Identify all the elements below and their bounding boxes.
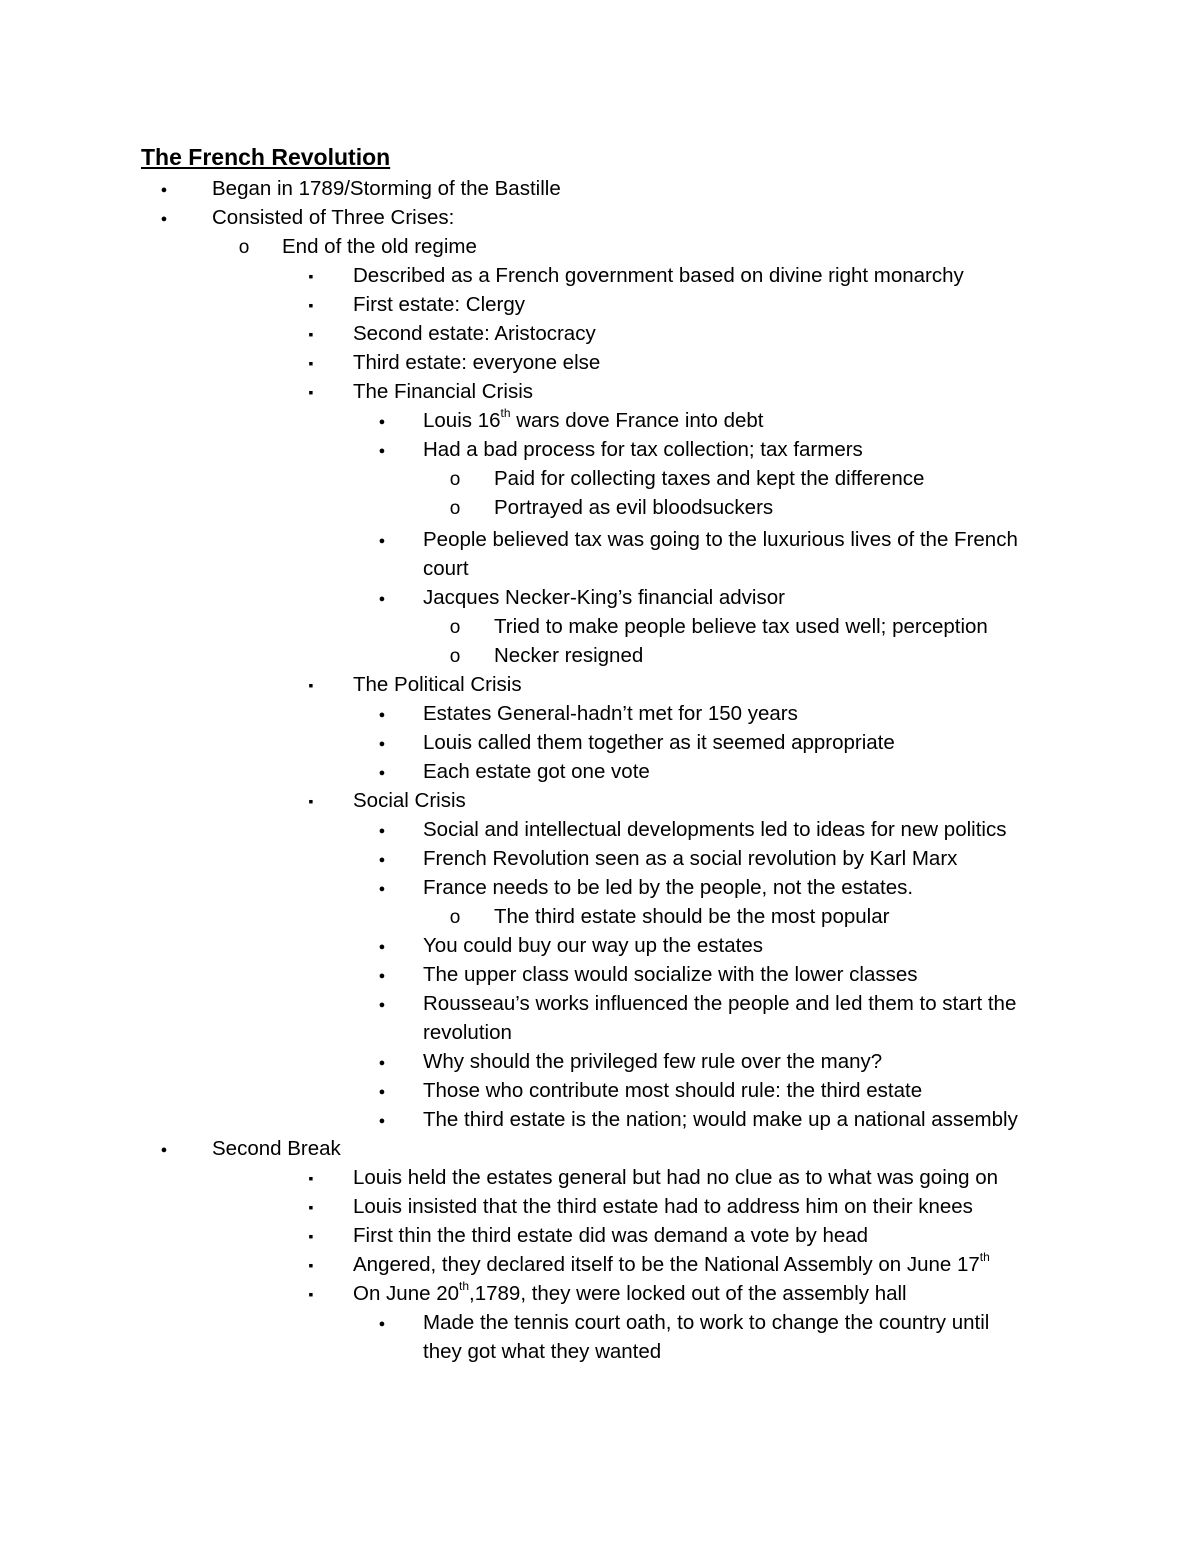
outline-item-text: Angered, they declared itself to be the National Assembly on June 17th [353, 1250, 990, 1276]
outline-item [0, 525, 1200, 554]
outline-item-text: Estates General-hadn’t met for 150 years [423, 702, 798, 725]
outline-item [0, 1105, 1200, 1134]
outline-item-text: Second Break [212, 1137, 341, 1160]
square-bullet-icon [299, 319, 323, 350]
outline-item [0, 873, 1200, 902]
outline-item [0, 406, 1200, 435]
outline-item-text: Necker resigned [494, 644, 644, 667]
outline-item [0, 815, 1200, 844]
outline-item [0, 1076, 1200, 1105]
outline-item-text: End of the old regime [282, 235, 477, 258]
square-bullet-icon [299, 377, 323, 408]
outline-item-text: they got what they wanted [423, 1340, 662, 1363]
outline-item [0, 464, 1200, 493]
outline-item-text: Social and intellectual developments led to ideas for new politics [423, 818, 1007, 841]
outline-item [0, 786, 1200, 815]
outline-item-text: Began in 1789/Storming of the Bastille [212, 177, 561, 200]
outline-item [0, 989, 1200, 1018]
outline-item-text: Louis held the estates general but had no clue as to what was going on [353, 1166, 999, 1189]
outline-item [0, 844, 1200, 873]
outline-item [0, 960, 1200, 989]
outline-item [0, 612, 1200, 641]
outline-item [0, 377, 1200, 406]
outline-item [0, 261, 1200, 290]
superscript: th [459, 1279, 470, 1294]
outline-item-text: Made the tennis court oath, to work to change the country until [423, 1311, 990, 1334]
outline-item-text: You could buy our way up the estates [423, 934, 764, 957]
circle-bullet-icon [443, 641, 467, 671]
outline-item-text: The upper class would socialize with the lower classes [423, 963, 918, 986]
outline-item [0, 1250, 1200, 1279]
square-bullet-icon [299, 1163, 323, 1194]
outline-item [0, 699, 1200, 728]
outline-item [0, 902, 1200, 931]
outline-item-text: The Political Crisis [353, 673, 522, 696]
square-bullet-icon [299, 290, 323, 321]
circle-bullet-icon [443, 464, 467, 494]
outline-item [0, 1163, 1200, 1192]
outline-item-text: Consisted of Three Crises: [212, 206, 455, 229]
outline-item [0, 728, 1200, 757]
outline-item-text: Rousseau’s works influenced the people and led them to start the [423, 992, 1017, 1015]
outline-item-text: French Revolution seen as a social revolution by Karl Marx [423, 847, 958, 870]
superscript: th [979, 1250, 990, 1265]
superscript: th [500, 406, 511, 421]
outline-item-text: First estate: Clergy [353, 293, 526, 316]
outline-item-text: Why should the privileged few rule over the many? [423, 1050, 883, 1073]
outline-item-text: Second estate: Aristocracy [353, 322, 596, 345]
outline-item [0, 1047, 1200, 1076]
outline-item [0, 670, 1200, 699]
square-bullet-icon [299, 1221, 323, 1252]
outline-item [0, 1018, 1200, 1047]
square-bullet-icon [299, 786, 323, 817]
outline-item [0, 174, 1200, 203]
outline-item [0, 1221, 1200, 1250]
outline-item-text: Louis 16th wars dove France into debt [423, 406, 764, 432]
outline-item [0, 319, 1200, 348]
outline-item-text: Had a bad process for tax collection; tax farmers [423, 438, 863, 461]
outline-item [0, 203, 1200, 232]
outline-item [0, 757, 1200, 786]
outline-item-text: First thin the third estate did was demand a vote by head [353, 1224, 869, 1247]
outline-item-text: France needs to be led by the people, not the estates. [423, 876, 914, 899]
outline-item [0, 641, 1200, 670]
outline-item-text: People believed tax was going to the luxurious lives of the French [423, 528, 1018, 551]
outline-item [0, 1279, 1200, 1308]
outline-item [0, 232, 1200, 261]
outline-item-text: Described as a French government based on divine right monarchy [353, 264, 964, 287]
outline-item-text: Each estate got one vote [423, 760, 650, 783]
outline-item-text: Third estate: everyone else [353, 351, 601, 374]
outline-item-text: The third estate should be the most popular [494, 905, 890, 928]
outline-item-text: Social Crisis [353, 789, 466, 812]
square-bullet-icon [299, 1250, 323, 1281]
outline-item [0, 435, 1200, 464]
outline-item-text: Louis insisted that the third estate had to address him on their knees [353, 1195, 973, 1218]
outline-item [0, 493, 1200, 522]
page-title: The French Revolution [141, 144, 391, 170]
outline-item-text: On June 20th,1789, they were locked out of the assembly hall [353, 1279, 907, 1305]
outline-item [0, 554, 1200, 583]
outline-item-text: Louis called them together as it seemed appropriate [423, 731, 895, 754]
outline-item-text: court [423, 557, 469, 580]
circle-bullet-icon [232, 232, 256, 262]
outline-item [0, 1337, 1200, 1366]
outline-item [0, 583, 1200, 612]
square-bullet-icon [299, 261, 323, 292]
outline-item-text: Portrayed as evil bloodsuckers [494, 496, 774, 519]
outline-item-text: revolution [423, 1021, 512, 1044]
outline-item [0, 1192, 1200, 1221]
circle-bullet-icon [443, 612, 467, 642]
square-bullet-icon [299, 670, 323, 701]
outline-item-text: Paid for collecting taxes and kept the difference [494, 467, 925, 490]
outline-item-text: The Financial Crisis [353, 380, 533, 403]
outline-item [0, 290, 1200, 319]
outline-item [0, 1308, 1200, 1337]
outline-item [0, 348, 1200, 377]
circle-bullet-icon [443, 902, 467, 932]
square-bullet-icon [299, 1192, 323, 1223]
outline-item-text: Jacques Necker-King’s financial advisor [423, 586, 785, 609]
outline-item-text: The third estate is the nation; would make up a national assembly [423, 1108, 1018, 1131]
outline-item [0, 931, 1200, 960]
outline-item-text: Those who contribute most should rule: the third estate [423, 1079, 923, 1102]
circle-bullet-icon [443, 493, 467, 523]
square-bullet-icon [299, 348, 323, 379]
outline-item-text: Tried to make people believe tax used well; perception [494, 615, 988, 638]
square-bullet-icon [299, 1279, 323, 1310]
outline-item [0, 1134, 1200, 1163]
